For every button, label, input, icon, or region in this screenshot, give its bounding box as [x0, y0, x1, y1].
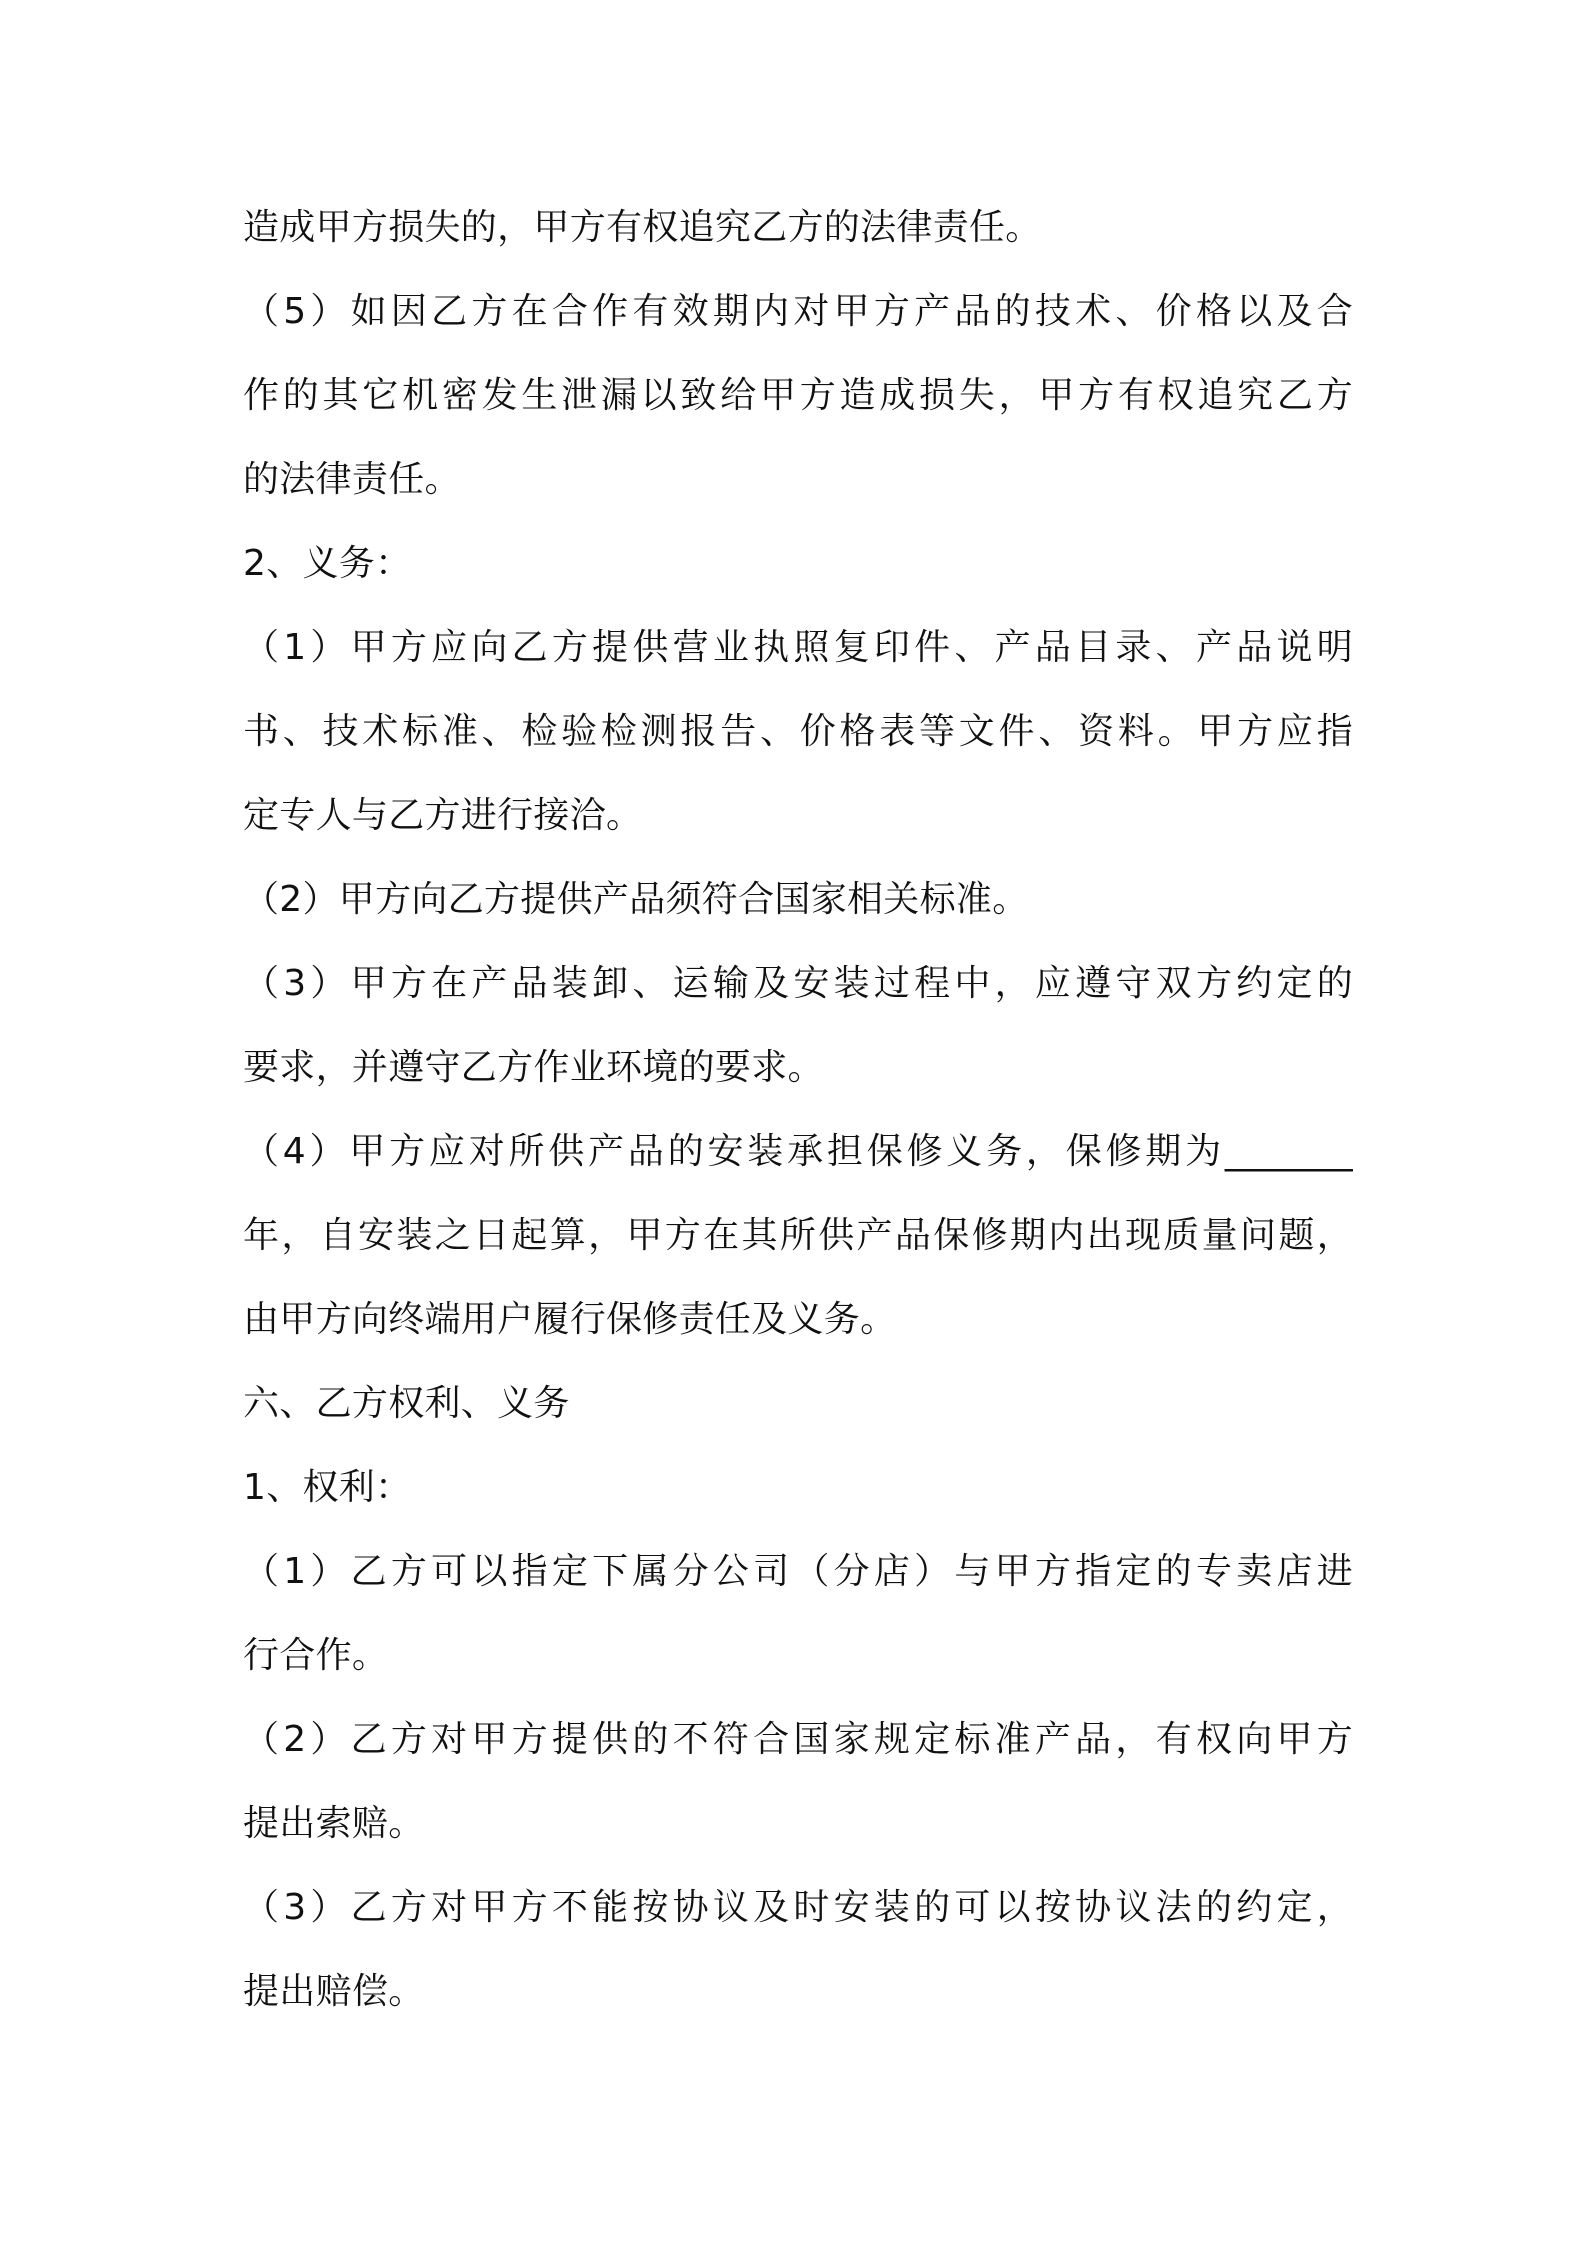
text-line: 由甲方向终端用户履行保修责任及义务。: [243, 1299, 897, 1340]
text-line: （5）如因乙方在合作有效期内对甲方产品的技术、价格以及合: [243, 291, 1353, 332]
text-line: （2）乙方对甲方提供的不符合国家规定标准产品，有权向甲方: [243, 1719, 1353, 1760]
text-line: 提出索赔。: [243, 1803, 425, 1844]
section-heading: 2、义务：: [243, 543, 412, 584]
text-line: 定专人与乙方进行接洽。: [243, 795, 643, 836]
text-line: （3）甲方在产品装卸、运输及安装过程中，应遵守双方约定的: [243, 963, 1353, 1004]
text-line: 造成甲方损失的，甲方有权追究乙方的法律责任。: [243, 207, 1042, 248]
section-heading: 1、权利：: [243, 1467, 412, 1508]
text-line: 要求，并遵守乙方作业环境的要求。: [243, 1047, 824, 1088]
text-line: （1）乙方可以指定下属分公司（分店）与甲方指定的专卖店进: [243, 1551, 1353, 1592]
text-line: （1）甲方应向乙方提供营业执照复印件、产品目录、产品说明: [243, 627, 1353, 668]
text-line: （4）甲方应对所供产品的安装承担保修义务，保修期为_______: [243, 1131, 1353, 1172]
text-line: 年，自安装之日起算，甲方在其所供产品保修期内出现质量问题，: [243, 1215, 1353, 1256]
text-line: 行合作。: [243, 1635, 389, 1676]
text-line: 的法律责任。: [243, 459, 461, 500]
text-line: 提出赔偿。: [243, 1971, 425, 2012]
text-line: （2）甲方向乙方提供产品须符合国家相关标准。: [243, 879, 1029, 920]
text-line: （3）乙方对甲方不能按协议及时安装的可以按协议法的约定，: [243, 1887, 1353, 1928]
chapter-heading: 六、乙方权利、义务: [243, 1383, 570, 1424]
text-line: 作的其它机密发生泄漏以致给甲方造成损失，甲方有权追究乙方: [243, 375, 1353, 416]
text-line: 书、技术标准、检验检测报告、价格表等文件、资料。甲方应指: [243, 711, 1353, 752]
